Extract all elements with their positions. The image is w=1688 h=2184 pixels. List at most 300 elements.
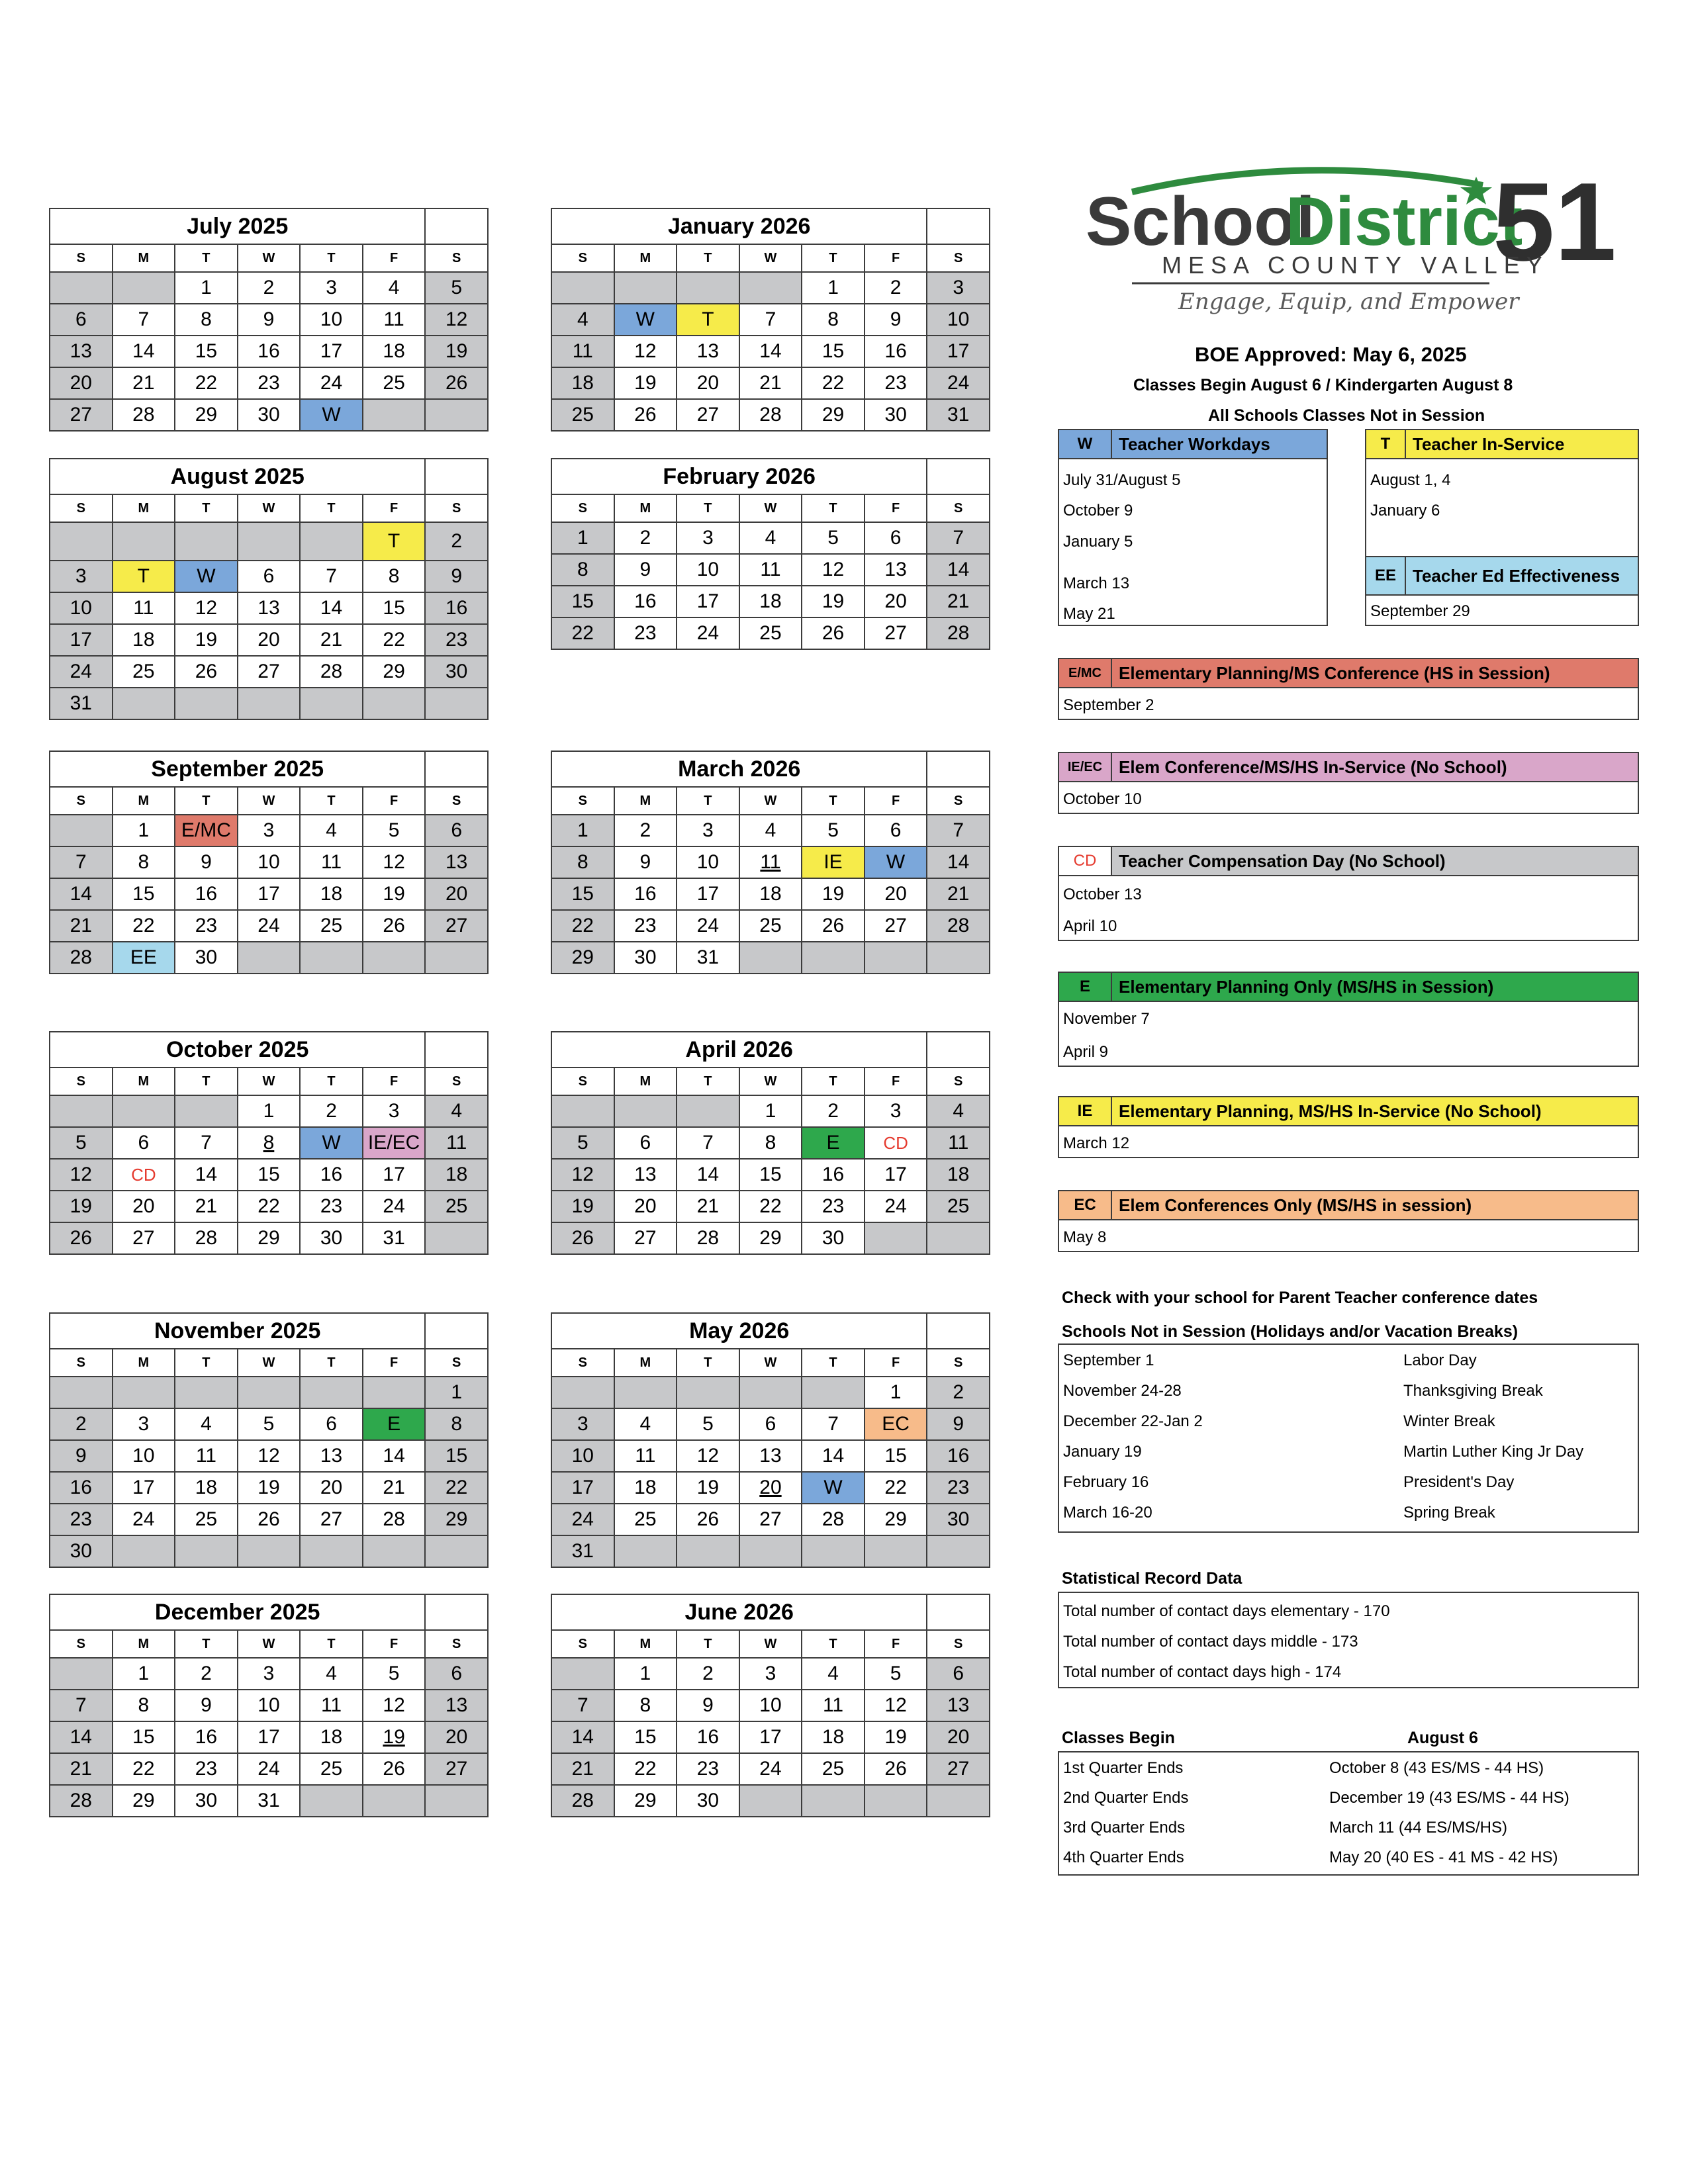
day-cell: 26: [677, 1504, 739, 1535]
day-cell: [50, 522, 113, 561]
month-title: February 2026: [551, 459, 927, 494]
day-cell: 9: [238, 304, 301, 336]
day-cell: 25: [614, 1504, 677, 1535]
day-cell: 9: [425, 561, 488, 592]
weekday-header: S: [551, 1630, 614, 1658]
day-cell: 24: [865, 1191, 927, 1222]
day-cell: 4: [927, 1095, 990, 1127]
day-cell: 11: [300, 846, 363, 878]
month-title-spacer: [927, 459, 990, 494]
weekday-header: S: [50, 1068, 113, 1095]
day-cell: 20: [739, 1472, 802, 1504]
day-cell: 3: [551, 1408, 614, 1440]
holiday-name: President's Day: [1403, 1473, 1515, 1491]
legend-item: March 12: [1063, 1134, 1130, 1152]
month-title-spacer: [927, 208, 990, 244]
day-cell: [927, 1535, 990, 1567]
day-cell: [175, 522, 238, 561]
day-cell: 11: [363, 304, 426, 336]
weekday-header: T: [300, 1068, 363, 1095]
weekday-header: S: [425, 494, 488, 522]
day-cell: 13: [50, 336, 113, 367]
day-cell: 20: [865, 586, 927, 617]
day-cell: 6: [614, 1127, 677, 1159]
weekday-header: M: [614, 244, 677, 272]
weekday-header: T: [175, 787, 238, 815]
day-cell: 1: [551, 815, 614, 846]
day-cell: [113, 688, 175, 719]
day-cell: 30: [927, 1504, 990, 1535]
holiday-name: Winter Break: [1403, 1412, 1495, 1430]
day-cell: 2: [802, 1095, 865, 1127]
day-cell: 3: [300, 272, 363, 304]
quarter-label: 1st Quarter Ends: [1063, 1759, 1184, 1777]
weekday-header: T: [300, 1349, 363, 1377]
legend-e: [1058, 972, 1639, 1067]
day-cell: 21: [739, 367, 802, 399]
day-cell: 14: [677, 1159, 739, 1191]
weekday-header: F: [865, 494, 927, 522]
day-cell: 3: [50, 561, 113, 592]
day-cell: [175, 1535, 238, 1567]
day-cell: [551, 1377, 614, 1408]
legend-name: Elem Conference/MS/HS In-Service (No School): [1119, 756, 1507, 777]
day-cell: 19: [865, 1721, 927, 1753]
day-cell: [113, 272, 175, 304]
day-cell: 27: [865, 617, 927, 649]
day-cell: 25: [300, 1753, 363, 1785]
day-cell: 24: [300, 367, 363, 399]
day-cell: W: [614, 304, 677, 336]
day-cell: [677, 272, 739, 304]
day-cell: 23: [175, 910, 238, 942]
legend-item: September 2: [1063, 696, 1154, 714]
day-cell: 18: [739, 878, 802, 910]
day-cell: 21: [927, 878, 990, 910]
day-cell: [113, 1535, 175, 1567]
day-cell: 25: [739, 910, 802, 942]
month-title-spacer: [425, 208, 488, 244]
day-cell: 21: [551, 1753, 614, 1785]
day-cell: 14: [175, 1159, 238, 1191]
day-cell: 4: [551, 304, 614, 336]
weekday-header: T: [175, 1349, 238, 1377]
day-cell: 11: [551, 336, 614, 367]
legend-item: January 6: [1370, 502, 1440, 520]
weekday-header: S: [551, 787, 614, 815]
weekday-header: W: [238, 1068, 301, 1095]
day-cell: 2: [175, 1658, 238, 1690]
weekday-header: F: [865, 1349, 927, 1377]
day-cell: 25: [113, 656, 175, 688]
day-cell: IE: [802, 846, 865, 878]
day-cell: [300, 1535, 363, 1567]
day-cell: 30: [425, 656, 488, 688]
weekday-header: F: [363, 1349, 426, 1377]
day-cell: IE/EC: [363, 1127, 426, 1159]
day-cell: 26: [865, 1753, 927, 1785]
weekday-header: S: [927, 1068, 990, 1095]
day-cell: E/MC: [175, 815, 238, 846]
day-cell: 2: [614, 815, 677, 846]
day-cell: 15: [363, 592, 426, 624]
day-cell: EE: [113, 942, 175, 974]
quarter-value: March 11 (44 ES/MS/HS): [1329, 1819, 1507, 1837]
day-cell: [113, 1377, 175, 1408]
day-cell: 21: [300, 624, 363, 656]
day-cell: 24: [739, 1753, 802, 1785]
quarter-value: October 8 (43 ES/MS - 44 HS): [1329, 1759, 1544, 1777]
weekday-header: S: [50, 1349, 113, 1377]
day-cell: [425, 942, 488, 974]
weekday-header: W: [739, 244, 802, 272]
day-cell: 11: [802, 1690, 865, 1721]
day-cell: 4: [802, 1658, 865, 1690]
day-cell: 20: [425, 1721, 488, 1753]
weekday-header: M: [113, 494, 175, 522]
day-cell: 15: [865, 1440, 927, 1472]
day-cell: 28: [927, 617, 990, 649]
day-cell: [802, 1785, 865, 1817]
stats-row: Total number of contact days middle - 173: [1063, 1633, 1358, 1651]
legend-item: May 8: [1063, 1228, 1107, 1246]
day-cell: [865, 942, 927, 974]
weekday-header: T: [802, 787, 865, 815]
weekday-header: T: [677, 494, 739, 522]
day-cell: 24: [551, 1504, 614, 1535]
day-cell: 13: [425, 846, 488, 878]
day-cell: 1: [551, 522, 614, 554]
day-cell: [551, 272, 614, 304]
day-cell: 31: [551, 1535, 614, 1567]
day-cell: 19: [175, 624, 238, 656]
day-cell: 29: [614, 1785, 677, 1817]
day-cell: 24: [238, 910, 301, 942]
day-cell: 30: [175, 942, 238, 974]
day-cell: 17: [677, 586, 739, 617]
weekday-header: T: [677, 244, 739, 272]
day-cell: 24: [238, 1753, 301, 1785]
day-cell: 5: [363, 1658, 426, 1690]
day-cell: 13: [300, 1440, 363, 1472]
day-cell: [739, 942, 802, 974]
boe-approved: BOE Approved: May 6, 2025: [1195, 343, 1467, 366]
day-cell: 4: [175, 1408, 238, 1440]
day-cell: 10: [50, 592, 113, 624]
legend-name: Teacher Compensation Day (No School): [1119, 850, 1446, 871]
legend-code: IE: [1059, 1097, 1112, 1125]
day-cell: CD: [865, 1127, 927, 1159]
day-cell: 28: [363, 1504, 426, 1535]
day-cell: 11: [425, 1127, 488, 1159]
legend-ec: [1058, 1190, 1639, 1252]
day-cell: 27: [927, 1753, 990, 1785]
legend-item: September 29: [1370, 602, 1470, 620]
day-cell: 9: [614, 554, 677, 586]
month-title: January 2026: [551, 208, 927, 244]
month-calendar: [49, 751, 489, 974]
quarter-label: 4th Quarter Ends: [1063, 1848, 1184, 1866]
day-cell: 7: [50, 1690, 113, 1721]
day-cell: 23: [927, 1472, 990, 1504]
month-calendar: [49, 1031, 489, 1255]
day-cell: [300, 1785, 363, 1817]
day-cell: 18: [614, 1472, 677, 1504]
day-cell: 3: [865, 1095, 927, 1127]
legend-name: Elementary Planning Only (MS/HS in Session): [1119, 976, 1494, 997]
weekday-header: W: [739, 494, 802, 522]
legend-code: EE: [1366, 557, 1406, 594]
day-cell: 9: [175, 1690, 238, 1721]
legend-effectiveness: [1365, 556, 1639, 626]
day-cell: 14: [50, 878, 113, 910]
day-cell: 15: [614, 1721, 677, 1753]
day-cell: 8: [113, 846, 175, 878]
day-cell: 29: [175, 399, 238, 431]
day-cell: 5: [50, 1127, 113, 1159]
day-cell: [614, 1095, 677, 1127]
holiday-date: January 19: [1063, 1443, 1142, 1461]
month-title: May 2026: [551, 1313, 927, 1349]
day-cell: 22: [865, 1472, 927, 1504]
day-cell: 19: [677, 1472, 739, 1504]
day-cell: 23: [300, 1191, 363, 1222]
quarter-label: 2nd Quarter Ends: [1063, 1789, 1189, 1807]
day-cell: 5: [802, 522, 865, 554]
holiday-date: November 24-28: [1063, 1382, 1182, 1400]
day-cell: 26: [363, 1753, 426, 1785]
day-cell: 14: [50, 1721, 113, 1753]
day-cell: 29: [363, 656, 426, 688]
weekday-header: T: [677, 787, 739, 815]
month-title: October 2025: [50, 1032, 425, 1068]
day-cell: 17: [238, 1721, 301, 1753]
day-cell: 6: [927, 1658, 990, 1690]
day-cell: 11: [300, 1690, 363, 1721]
day-cell: 11: [113, 592, 175, 624]
day-cell: 22: [363, 624, 426, 656]
day-cell: 26: [614, 399, 677, 431]
day-cell: 29: [739, 1222, 802, 1254]
weekday-header: T: [300, 787, 363, 815]
day-cell: 11: [175, 1440, 238, 1472]
month-title-spacer: [927, 751, 990, 787]
legend-item: November 7: [1063, 1010, 1150, 1028]
day-cell: 5: [363, 815, 426, 846]
day-cell: [739, 1377, 802, 1408]
day-cell: 12: [50, 1159, 113, 1191]
day-cell: 10: [551, 1440, 614, 1472]
day-cell: [50, 272, 113, 304]
day-cell: 13: [739, 1440, 802, 1472]
day-cell: 25: [425, 1191, 488, 1222]
weekday-header: M: [113, 1068, 175, 1095]
weekday-header: S: [425, 1630, 488, 1658]
month-calendar: [551, 1312, 990, 1568]
day-cell: 20: [614, 1191, 677, 1222]
day-cell: 16: [300, 1159, 363, 1191]
day-cell: 26: [802, 910, 865, 942]
day-cell: 13: [238, 592, 301, 624]
day-cell: 29: [238, 1222, 301, 1254]
holidays-table: [1058, 1343, 1639, 1533]
weekday-header: S: [927, 494, 990, 522]
day-cell: [927, 1222, 990, 1254]
holiday-date: February 16: [1063, 1473, 1149, 1491]
day-cell: [300, 1377, 363, 1408]
quarter-label: 3rd Quarter Ends: [1063, 1819, 1186, 1837]
day-cell: 28: [175, 1222, 238, 1254]
day-cell: [865, 1785, 927, 1817]
day-cell: 29: [802, 399, 865, 431]
day-cell: 19: [363, 1721, 426, 1753]
day-cell: 28: [50, 1785, 113, 1817]
conference-note: Check with your school for Parent Teacher conference dates: [1062, 1289, 1538, 1307]
holidays-title: Schools Not in Session (Holidays and/or Vacation Breaks): [1062, 1322, 1519, 1341]
day-cell: [614, 272, 677, 304]
day-cell: [551, 1658, 614, 1690]
day-cell: 5: [425, 272, 488, 304]
day-cell: [363, 1785, 426, 1817]
day-cell: 27: [865, 910, 927, 942]
day-cell: 4: [614, 1408, 677, 1440]
day-cell: 13: [677, 336, 739, 367]
day-cell: 26: [175, 656, 238, 688]
day-cell: 1: [113, 1658, 175, 1690]
weekday-header: T: [300, 244, 363, 272]
day-cell: 6: [865, 522, 927, 554]
day-cell: 3: [238, 1658, 301, 1690]
day-cell: [739, 272, 802, 304]
day-cell: [614, 1377, 677, 1408]
day-cell: [50, 815, 113, 846]
day-cell: 1: [614, 1658, 677, 1690]
day-cell: 25: [802, 1753, 865, 1785]
day-cell: 8: [551, 846, 614, 878]
month-calendar: [551, 458, 990, 650]
day-cell: 1: [802, 272, 865, 304]
month-title-spacer: [425, 1594, 488, 1630]
day-cell: 23: [865, 367, 927, 399]
day-cell: 13: [425, 1690, 488, 1721]
day-cell: 15: [238, 1159, 301, 1191]
day-cell: 25: [739, 617, 802, 649]
day-cell: 28: [802, 1504, 865, 1535]
weekday-header: M: [614, 787, 677, 815]
classes-begin-header: Classes Begin August 6 / Kindergarten August 8: [1133, 376, 1513, 394]
legend-code: E: [1059, 973, 1112, 1001]
day-cell: [551, 1095, 614, 1127]
weekday-header: S: [50, 494, 113, 522]
weekday-header: W: [739, 1349, 802, 1377]
day-cell: 15: [739, 1159, 802, 1191]
month-title: March 2026: [551, 751, 927, 787]
month-title: November 2025: [50, 1313, 425, 1349]
day-cell: 10: [927, 304, 990, 336]
weekday-header: T: [175, 244, 238, 272]
day-cell: 31: [927, 399, 990, 431]
day-cell: EC: [865, 1408, 927, 1440]
day-cell: 1: [425, 1377, 488, 1408]
day-cell: 21: [113, 367, 175, 399]
day-cell: 22: [802, 367, 865, 399]
weekday-header: T: [677, 1349, 739, 1377]
day-cell: 17: [50, 624, 113, 656]
legend-item: July 31/August 5: [1063, 471, 1181, 489]
day-cell: 1: [113, 815, 175, 846]
day-cell: 4: [300, 1658, 363, 1690]
day-cell: 6: [50, 304, 113, 336]
legend-item: January 5: [1063, 533, 1133, 551]
weekday-header: F: [363, 494, 426, 522]
day-cell: 13: [927, 1690, 990, 1721]
weekday-header: S: [50, 1630, 113, 1658]
day-cell: [363, 1377, 426, 1408]
weekday-header: W: [238, 1349, 301, 1377]
day-cell: 21: [50, 910, 113, 942]
day-cell: 1: [175, 272, 238, 304]
day-cell: [238, 522, 301, 561]
day-cell: 7: [175, 1127, 238, 1159]
legend-code: T: [1366, 430, 1406, 458]
day-cell: 2: [927, 1377, 990, 1408]
month-calendar: [49, 458, 489, 720]
weekday-header: F: [865, 244, 927, 272]
day-cell: 29: [865, 1504, 927, 1535]
day-cell: 8: [238, 1127, 301, 1159]
month-calendar: [551, 751, 990, 974]
day-cell: 17: [300, 336, 363, 367]
weekday-header: F: [363, 244, 426, 272]
weekday-header: F: [865, 787, 927, 815]
weekday-header: W: [739, 1068, 802, 1095]
day-cell: 23: [614, 910, 677, 942]
weekday-header: S: [50, 244, 113, 272]
weekday-header: W: [238, 787, 301, 815]
day-cell: 27: [425, 910, 488, 942]
day-cell: 18: [425, 1159, 488, 1191]
day-cell: 3: [363, 1095, 426, 1127]
weekday-header: S: [425, 787, 488, 815]
legend-name: Teacher In-Service: [1413, 433, 1565, 454]
legend-name: Elem Conferences Only (MS/HS in session): [1119, 1195, 1472, 1215]
day-cell: [425, 1222, 488, 1254]
day-cell: 5: [802, 815, 865, 846]
day-cell: 7: [551, 1690, 614, 1721]
weekday-header: T: [300, 1630, 363, 1658]
month-calendar: [49, 1594, 489, 1817]
day-cell: 15: [802, 336, 865, 367]
day-cell: 20: [927, 1721, 990, 1753]
day-cell: 7: [927, 522, 990, 554]
day-cell: 24: [677, 617, 739, 649]
day-cell: [865, 1222, 927, 1254]
day-cell: 22: [614, 1753, 677, 1785]
day-cell: 16: [802, 1159, 865, 1191]
legend-inservice: [1365, 429, 1639, 557]
day-cell: 6: [238, 561, 301, 592]
logo-school-text: School: [1086, 183, 1315, 260]
day-cell: 31: [363, 1222, 426, 1254]
day-cell: [113, 522, 175, 561]
day-cell: T: [113, 561, 175, 592]
day-cell: 28: [551, 1785, 614, 1817]
day-cell: 18: [551, 367, 614, 399]
day-cell: [363, 688, 426, 719]
day-cell: 22: [551, 617, 614, 649]
day-cell: 2: [677, 1658, 739, 1690]
day-cell: 31: [238, 1785, 301, 1817]
